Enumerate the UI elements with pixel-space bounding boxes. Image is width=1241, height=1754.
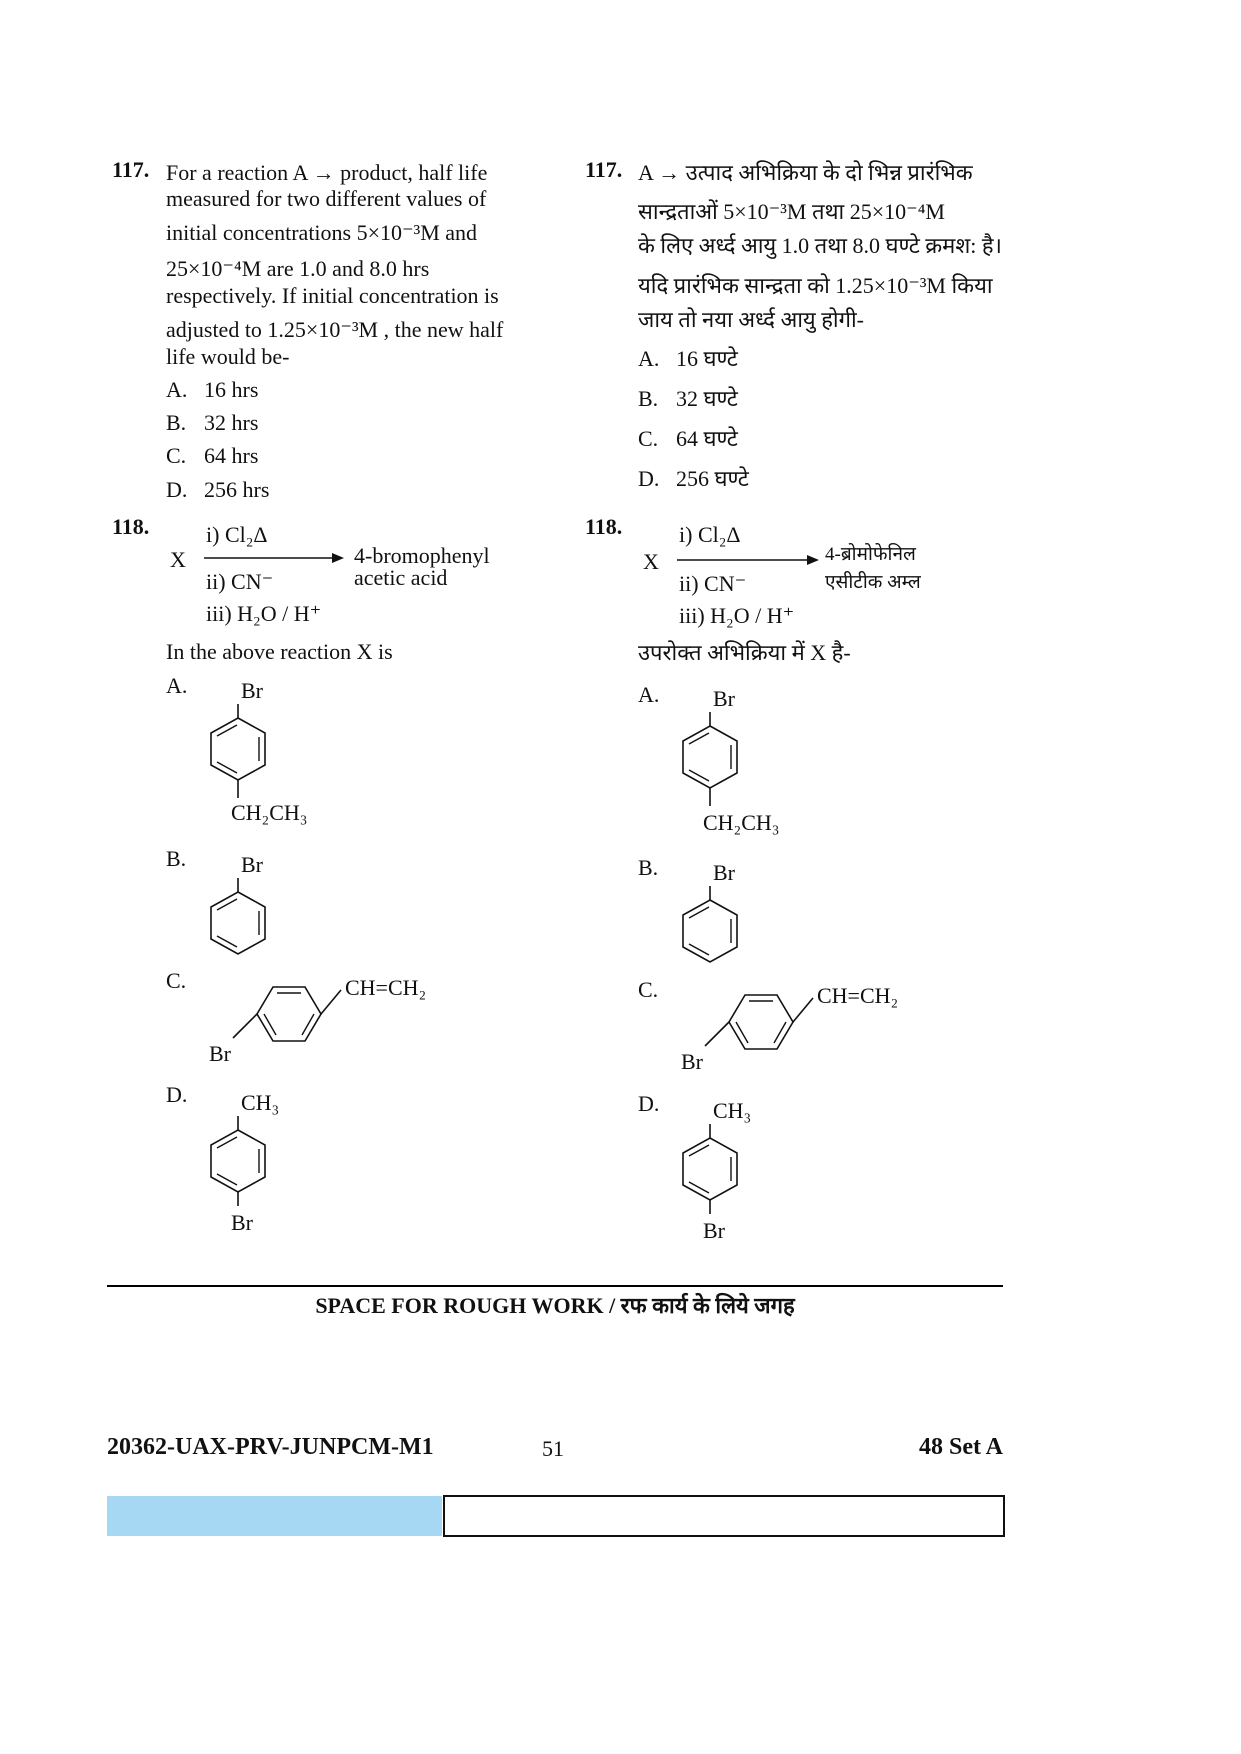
divider-rule (107, 1285, 1003, 1287)
option-c[interactable] (638, 426, 738, 452)
option-b-letter[interactable]: B. (638, 855, 659, 880)
option-letter: B. (166, 410, 187, 435)
substituent-bottom: Br (703, 1218, 725, 1243)
substituent-bottom: CH₂CH₃ (231, 800, 308, 825)
q117-hi-line: यदि प्रारंभिक सान्द्रता को 1.25×10⁻³M किया (638, 273, 993, 298)
option-a-letter[interactable]: A. (166, 673, 188, 698)
substituent-top: CH₃ (713, 1098, 752, 1123)
substituent-top: Br (241, 678, 263, 703)
option-letter: C. (638, 426, 659, 451)
q117-hi-line: जाय तो नया अर्ध्द आयु होगी- (638, 307, 864, 332)
option-c-letter[interactable]: C. (166, 968, 187, 993)
rough-work-label: SPACE FOR ROUGH WORK / रफ कार्य के लिये जगह (315, 1293, 795, 1318)
substituent-top: Br (241, 852, 263, 877)
set-label: 48 Set A (919, 1434, 1003, 1460)
substituent-bottom: Br (209, 1041, 231, 1066)
structure-4-bromotoluene (195, 1088, 345, 1238)
q118-hi-question: उपरोक्त अभिक्रिया में X है- (638, 640, 851, 665)
reagent-step-1: i) Cl₂Δ (206, 522, 268, 547)
option-text: 64 hrs (204, 443, 259, 468)
substituent-bottom: CH₂CH₃ (703, 810, 780, 835)
q117-en-line: adjusted to 1.25×10⁻³M , the new half (166, 317, 504, 342)
reaction-arrow (204, 551, 344, 565)
product-name: एसीटीक अम्ल (825, 572, 921, 593)
option-letter: A. (166, 377, 188, 402)
reagent-step-1: i) Cl₂Δ (679, 522, 741, 547)
option-b[interactable] (166, 410, 258, 436)
option-letter: D. (638, 466, 660, 491)
product-name: acetic acid (354, 565, 448, 590)
reactant-x: X (170, 547, 186, 572)
option-d[interactable] (166, 477, 269, 503)
substituent-top: Br (713, 860, 735, 885)
reactant-x: X (643, 549, 659, 574)
substituent-top: CH₃ (241, 1090, 280, 1115)
option-text: 32 hrs (204, 410, 259, 435)
option-letter: D. (166, 477, 188, 502)
q117-en-line: life would be- (166, 344, 290, 369)
structure-4-bromostyrene (667, 976, 927, 1076)
option-d[interactable] (638, 466, 749, 492)
option-c[interactable] (166, 443, 258, 469)
reaction-arrow (677, 553, 819, 567)
option-text: 256 hrs (204, 477, 270, 502)
footer-empty-box (443, 1495, 1005, 1537)
structure-4-bromotoluene (667, 1096, 817, 1246)
question-number-117-hi: 117. (585, 157, 623, 182)
substituent-side: CH=CH₂ (817, 983, 899, 1008)
structure-4-bromostyrene (195, 968, 455, 1068)
option-text: 32 घण्टे (676, 386, 738, 411)
q117-hi-line: सान्द्रताओं 5×10⁻³M तथा 25×10⁻⁴M (638, 199, 945, 224)
q117-en-line: 25×10⁻⁴M are 1.0 and 8.0 hrs (166, 256, 430, 281)
option-a[interactable] (166, 377, 258, 403)
reagent-step-3: iii) H₂O / H⁺ (206, 601, 322, 626)
page-number: 51 (542, 1436, 564, 1461)
substituent-bottom: Br (231, 1210, 253, 1235)
reagent-step-2: ii) CN⁻ (679, 571, 747, 596)
structure-bromobenzene (667, 858, 817, 968)
product-name: 4-ब्रोमोफेनिल (825, 544, 916, 565)
option-b[interactable] (638, 386, 738, 412)
option-text: 256 घण्टे (676, 466, 749, 491)
option-text: 16 घण्टे (676, 346, 738, 371)
option-b-letter[interactable]: B. (166, 846, 187, 871)
substituent-top: Br (713, 686, 735, 711)
option-text: 16 hrs (204, 377, 259, 402)
option-a[interactable] (638, 346, 738, 372)
q117-en-line: initial concentrations 5×10⁻³M and (166, 220, 478, 245)
structure-4-bromoethylbenzene (667, 684, 817, 844)
q117-hi-line: A → उत्पाद अभिक्रिया के दो भिन्न प्रारंभिक (638, 160, 973, 185)
footer-color-bar (107, 1496, 442, 1536)
substituent-bottom: Br (681, 1049, 703, 1074)
question-number-118-en: 118. (112, 514, 150, 539)
question-number-117-en: 117. (112, 157, 150, 182)
option-c-letter[interactable]: C. (638, 977, 659, 1002)
option-letter: C. (166, 443, 187, 468)
reagent-step-3: iii) H₂O / H⁺ (679, 603, 795, 628)
option-text: 64 घण्टे (676, 426, 738, 451)
option-d-letter[interactable]: D. (166, 1082, 188, 1107)
q117-en-line: respectively. If initial concentration is (166, 283, 499, 308)
q117-en-line: For a reaction A → product, half life (166, 160, 488, 185)
option-a-letter[interactable]: A. (638, 682, 660, 707)
structure-4-bromoethylbenzene (195, 676, 345, 836)
substituent-side: CH=CH₂ (345, 975, 427, 1000)
q117-hi-line: के लिए अर्ध्द आयु 1.0 तथा 8.0 घण्टे क्रमश: है। (638, 233, 1002, 258)
product-name: 4-bromophenyl (354, 543, 490, 568)
paper-code: 20362-UAX-PRV-JUNPCM-M1 (107, 1434, 434, 1460)
question-number-118-hi: 118. (585, 514, 623, 539)
option-letter: A. (638, 346, 660, 371)
q118-en-question: In the above reaction X is (166, 639, 393, 664)
option-letter: B. (638, 386, 659, 411)
reagent-step-2: ii) CN⁻ (206, 569, 274, 594)
q117-en-line: measured for two different values of (166, 186, 487, 211)
option-d-letter[interactable]: D. (638, 1091, 660, 1116)
structure-bromobenzene (195, 850, 345, 960)
